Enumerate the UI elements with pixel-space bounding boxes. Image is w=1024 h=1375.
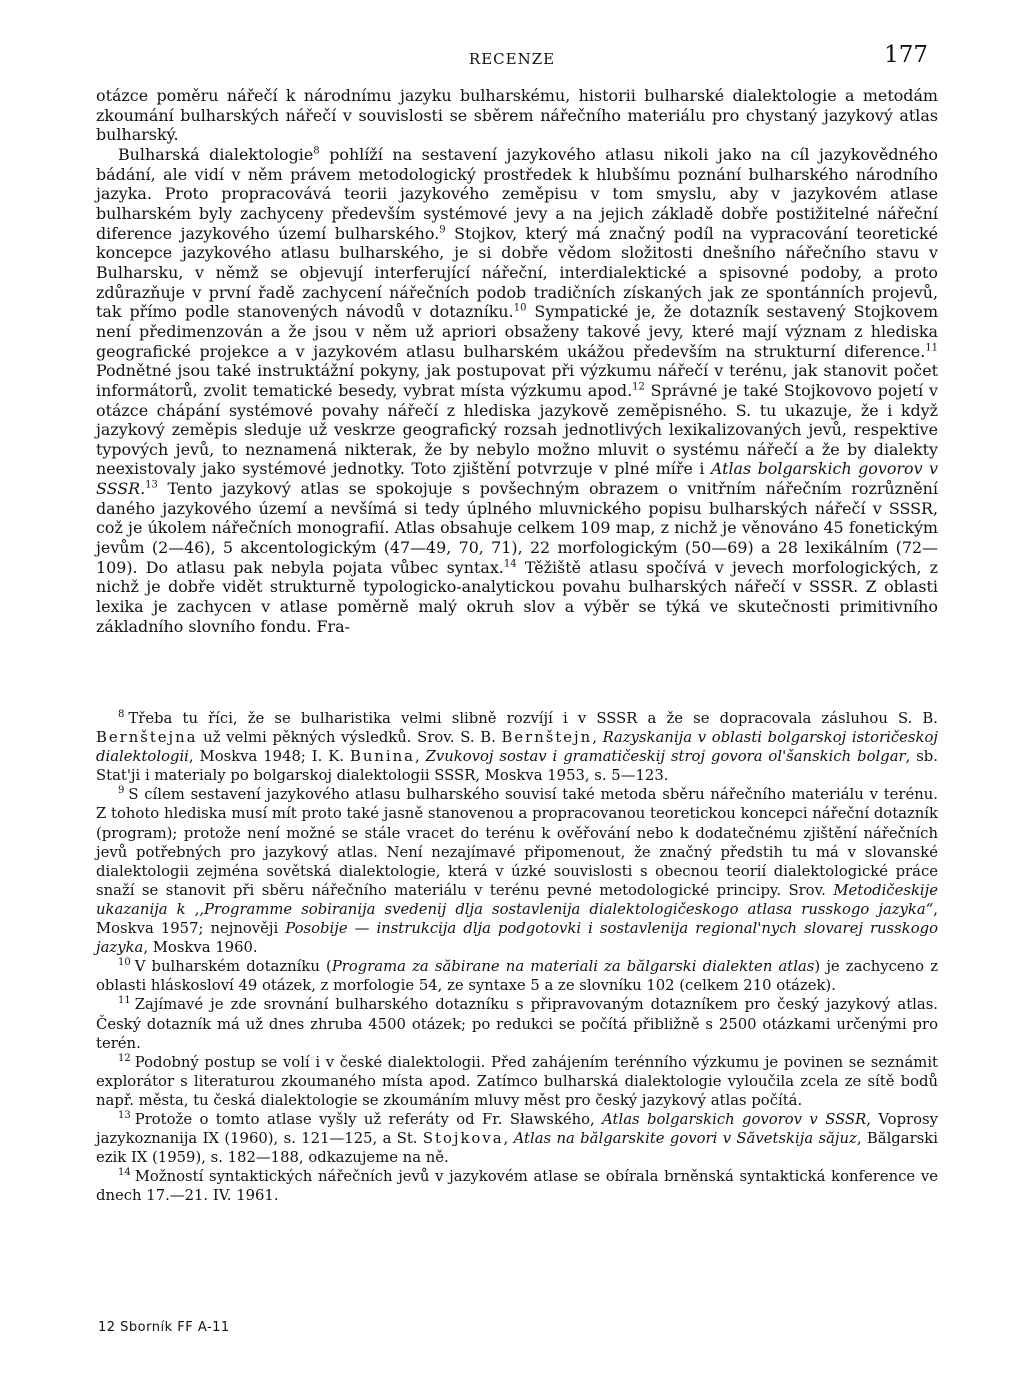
footnote-14-number: 14: [118, 1167, 131, 1179]
author-name: Bernštejna: [96, 729, 198, 747]
author-name: Stojkova: [422, 1130, 504, 1148]
work-title: Programa za săbirane na materiali za bălgarski dialekten atlas: [331, 958, 815, 976]
paragraph-2-text-d: Sympatické je, že dotazník sestavený Stojkovem není předimenzován a že jsou v něm už apriori obsaženy takové jevy, které mají význam z hlediska geografické projekce a v jazykovém atlasu bulharském ukážou především na strukturní diference.: [96, 302, 939, 361]
footnote-8-number: 8: [118, 709, 125, 721]
footnotes: [96, 709, 938, 1205]
footnote-ref-9[interactable]: 9: [439, 224, 446, 236]
footnote-13-number: 13: [118, 1110, 131, 1122]
footnote-8: [96, 709, 938, 785]
author-name: Bunina: [349, 748, 415, 766]
paragraph-2-text-a: Bulharská dialektologie: [118, 144, 314, 164]
footnote-9-text: , Moskva 1960.: [143, 939, 258, 957]
footnote-ref-11[interactable]: 11: [925, 342, 938, 354]
footnote-10-number: 10: [118, 957, 131, 969]
work-title: Razyskanija v oblasti bolgarskoj istoričeskoj dialektologii: [96, 729, 938, 766]
work-title: Zvukovoj sostav i gramatičeskij stroj govora ol'šanskich bolgar: [425, 748, 906, 766]
paragraph-1-text: otázce poměru nářečí k národnímu jazyku bulharskému, historii bulharské dialektologie a metodám zkoumání bulharských nářečí v souvislosti se sběrem nářečního materiálu pro chystaný jazykový atlas bulharský.: [96, 86, 938, 145]
footnote-11-text: Zajímavé je zde srovnání bulharského dotazníku s připravovaným dotazníkem pro český jazykový atlas. Český dotazník má už dnes zhruba 4500 otázek; po redukci se počítá přibližně s 2500 otázkami určenými pro terén.: [96, 996, 938, 1052]
footnote-9-text: S cílem sestavení jazykového atlasu bulharského souvisí také metoda sběru nářečního materiálu v terénu. Z tohoto hlediska musí mít proto také jasně stanovenou a propracovanou teoretickou koncepci nářeční dotazník (program); protože není možné se stále vracet do terénu k ověřování nebo k dodatečnému zjištění nářečních jevů potřebných pro jazykový atlas. Není nezajímavé připomenout, že značný předstih tu má v slovanské dialektologii zejména sovětská dialektologie, která v úzké souvislosti s obecnou teorií dialektologické práce snaží se stanovit při sběru nářečního materiálu v terénu pevné metodologické principy. Srov.: [96, 786, 938, 899]
work-title: Posobije — instrukcija dlja podgotovki i sostavlenija regional'nych slovarej russkogo jazyka: [96, 920, 938, 957]
footnote-13-text: Protože o tomto atlase vyšly už referáty od Fr. Sławského,: [134, 1110, 603, 1128]
footnote-8-text: ,: [414, 748, 426, 766]
paragraph-2-text-f: Správné je také Stojkovovo pojetí v otázce chápání systémové povahy nářečí z hlediska jazykově zeměpisného. S. tu ukazuje, že i když jazykový zeměpis sleduje už veskrze geografický rozsah jednotlivých lexikalizovaných jevů, respektive typových jevů, to neznamená nikterak, že by nebylo možno mluvit o systému nářečí a že by dialekty neexistovaly jako systémové jednotky. Toto zjištění potvrzuje v plné míře i: [96, 380, 939, 479]
running-title: RECENZE: [468, 50, 556, 68]
footnote-9-text: , Moskva 1957; nejnověji: [96, 900, 938, 938]
running-head: [0, 40, 1024, 74]
footnote-8-text: , sb. Stat'ji i materialy po bolgarskoj dialektologii SSSR, Moskva 1953, s. 5—123.: [96, 748, 938, 785]
footnote-10-text: ) je zachyceno z oblasti hláskosloví 49 otázek, z morfologie 54, ze syntaxe 5 a ze slovníku 102 (celkem 210 otázek).: [96, 958, 938, 995]
page-number: 177: [884, 42, 928, 68]
paragraph-2-text-h: Tento jazykový atlas se spokojuje s povšechným obrazem o vnitřním nářečním rozrůznění daného jazykového území a nevšímá si tedy úplného mluvnického popisu bulharských nářečí v SSSR, což je úkolem nářečních monografií. Atlas obsahuje celkem 109 map, z nichž je věnováno 45 fonetickým jevům (2—46), 5 akcentologickým (47—49, 70, 71), 22 morfologickým (50—69) a 28 lexikálním (72—109). Do atlasu pak nebyla pojata vůbec syntax.: [96, 479, 938, 577]
footnote-9: [96, 785, 938, 957]
footnote-13: [96, 1110, 938, 1167]
work-title: Atlas bolgarskich govorov v SSSR: [602, 1110, 867, 1128]
body-text: [96, 86, 938, 636]
footnote-8-text: ,: [592, 729, 603, 747]
footnote-12: [96, 1053, 938, 1110]
footnote-10: [96, 957, 938, 995]
footnote-12-text: Podobný postup se volí i v české dialektologii. Před zahájením terénního výzkumu je povinen se seznámit explorátor s literaturou zkoumaného místa apod. Zatímco bulharská dialektologie vyloučila zcela ze sítě bodů např. města, tu česká dialektologie se zkoumáním mluvy měst pro český jazykový atlas počítá.: [96, 1053, 938, 1109]
footnote-8-text: Třeba tu říci, že se bulharistika velmi slibně rozvíjí i v SSSR a že se dopracovala zásluhou S. B.: [128, 710, 938, 727]
footnote-8-text: už velmi pěkných výsledků. Srov. S. B.: [197, 729, 502, 747]
printer-signature: 12 Sborník FF A-11: [98, 1320, 230, 1335]
paragraph-2: [96, 145, 938, 636]
author-name: Bernštejn: [501, 729, 593, 747]
footnote-13-text: ,: [503, 1130, 514, 1148]
paragraph-1: [96, 86, 938, 145]
paragraph-2-text-i: Těžiště atlasu spočívá v jevech morfologických, z nichž je dobře vidět strukturně typologicko-analytickou povahu bulharských nářečí v SSSR. Z oblasti lexika je zachycen v atlase poměrně malý okruh slov a výběr se týká ve skutečnosti primitivního základního slovního fondu. Fra-: [96, 557, 938, 636]
atlas-title-italic: Atlas bolgarskich govorov v SSSR.: [96, 459, 938, 499]
footnote-11-number: 11: [118, 995, 131, 1007]
footnote-14-text: Možností syntaktických nářečních jevů v jazykovém atlase se obírala brněnská syntaktická konference ve dnech 17.—21. IV. 1961.: [96, 1168, 938, 1205]
work-title: Atlas na bălgarskite govori v Săvetskija săjuz: [513, 1130, 857, 1148]
paragraph-2-text-b: pohlíží na sestavení jazykového atlasu nikoli jako na cíl jazykovědného bádání, ale vidí v něm právem metodologický prostředek k hlubšímu poznání bulharského národního jazyka. Proto propracovává teorii jazykového zeměpisu v tom smyslu, aby v jazykovém atlase bulharském byly zachyceny především systémové jevy a na jejich základě dobře postižitelné nářeční diference jazykového území bulharského.: [96, 144, 938, 243]
footnote-12-number: 12: [118, 1052, 131, 1064]
footnote-13-text: , Bălgarski ezik IX (1959), s. 182—188, odkazujeme na ně.: [96, 1130, 938, 1167]
footnote-ref-13[interactable]: 13: [145, 479, 158, 491]
footnote-10-text: V bulharském dotazníku (: [134, 958, 332, 976]
footnote-13-text: , Voprosy jazykoznanija IX (1960), s. 121—125, a St.: [96, 1110, 938, 1148]
footnote-ref-14[interactable]: 14: [503, 558, 517, 570]
paragraph-2-text-c: Stojkov, který má značný podíl na vypracování teoretické koncepce jazykového atlasu bulharského, je si dobře vědom složitosti dnešního nářečního stavu v Bulharsku, v němž se objevují interferující nářeční, interdialektické a spisovné podoby, a proto zdůrazňuje v první řadě zachycení nářečních podob tradičních získaných jak ze spontánních projevů, tak přímo podle stanovených návodů v dotazníku.: [96, 223, 938, 322]
footnote-14: [96, 1167, 938, 1205]
footnote-ref-12[interactable]: 12: [632, 381, 645, 393]
footnote-ref-10[interactable]: 10: [513, 302, 527, 314]
footnote-11: [96, 995, 938, 1052]
work-title: Metodičeskije ukazanija k ,,Programme sobiranija svedenij dlja sostavlenija dialektologičeskogo atlasa russkogo jazyka“: [96, 881, 938, 918]
footnote-9-number: 9: [118, 785, 125, 797]
footnote-ref-8[interactable]: 8: [313, 145, 320, 157]
paragraph-2-text-e: Podnětné jsou také instruktážní pokyny, jak postupovat při výzkumu nářečí v terénu, jak stanovit počet informátorů, zvolit tematické besedy, vybrat místa výzkumu apod.: [96, 361, 938, 400]
footnote-8-text: , Moskva 1948; I. K.: [188, 748, 350, 766]
